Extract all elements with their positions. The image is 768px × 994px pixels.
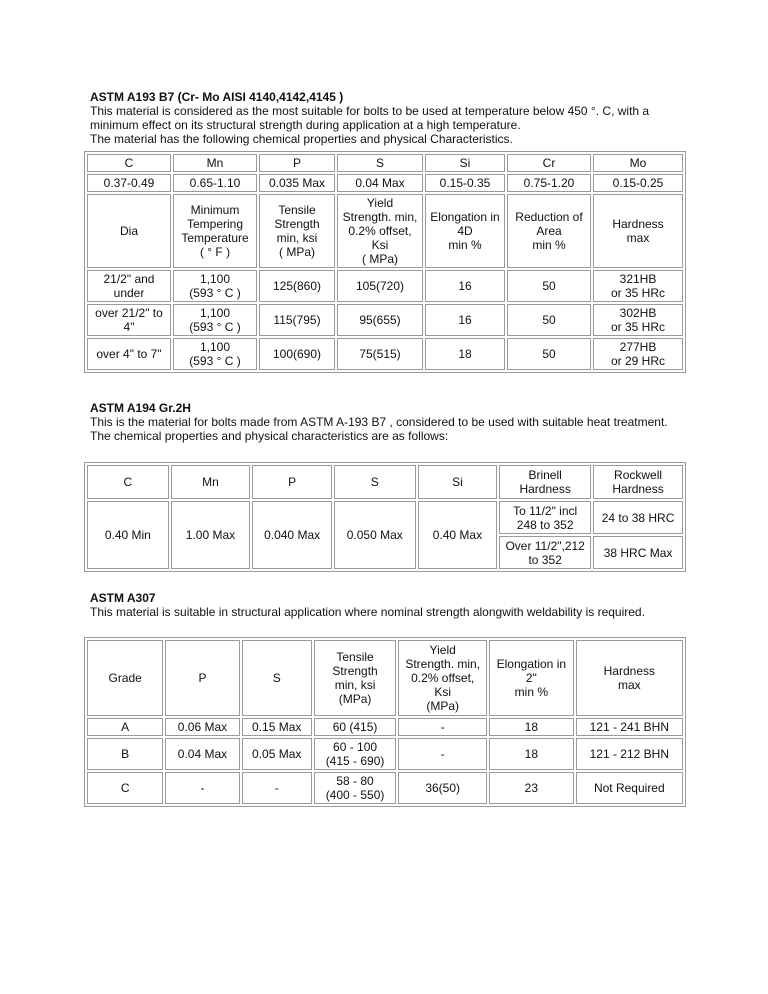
a193-phys-header: Tensile Strength min, ksi ( MPa) (259, 194, 335, 268)
a194-header: Rockwell Hardness (593, 465, 683, 499)
a307-header: P (165, 640, 239, 716)
a193-chem-value: 0.65-1.10 (173, 174, 257, 192)
a307-cell: - (398, 738, 487, 770)
a193-cell: 95(655) (337, 304, 423, 336)
a193-intro-2: The material has the following chemical properties and physical Characteristics. (90, 132, 513, 146)
a193-chem-header: Mo (593, 154, 683, 172)
a194-section (90, 401, 686, 443)
a193-chem-value: 0.37-0.49 (87, 174, 171, 192)
a193-cell: over 4" to 7" (87, 338, 171, 370)
a307-cell: 0.04 Max (165, 738, 239, 770)
a193-chem-header: C (87, 154, 171, 172)
a193-phys-header: Minimum Tempering Temperature ( ° F ) (173, 194, 257, 268)
a307-cell: Not Required (576, 772, 683, 804)
a193-phys-header-row (87, 194, 683, 268)
a193-cell: 21/2" and under (87, 270, 171, 302)
a193-cell: 125(860) (259, 270, 335, 302)
a193-cell: 277HB or 29 HRc (593, 338, 683, 370)
a193-phys-header: Yield Strength. min, 0.2% offset, Ksi ( MPa) (337, 194, 423, 268)
a307-header: Hardness max (576, 640, 683, 716)
a194-cell: 38 HRC Max (593, 536, 683, 569)
a307-header-row (87, 640, 683, 716)
a193-table (84, 151, 686, 373)
a194-cell: 0.40 Max (418, 501, 498, 569)
a193-chem-value: 0.035 Max (259, 174, 335, 192)
a307-cell: 0.15 Max (242, 718, 312, 736)
a194-cell: 24 to 38 HRC (593, 501, 683, 534)
a194-cell: To 11/2" incl 248 to 352 (499, 501, 591, 534)
a193-chem-header: S (337, 154, 423, 172)
a307-intro: This material is suitable in structural application where nominal strength alongwith weldability is required. (90, 605, 645, 619)
a194-cell: 0.40 Min (87, 501, 169, 569)
a194-header: S (334, 465, 416, 499)
a194-title: ASTM A194 Gr.2H (90, 401, 191, 415)
a307-cell: 60 (415) (314, 718, 397, 736)
a193-cell: 321HB or 35 HRc (593, 270, 683, 302)
a193-cell: over 21/2" to 4" (87, 304, 171, 336)
a193-phys-header: Reduction of Area min % (507, 194, 591, 268)
a193-chem-value: 0.15-0.35 (425, 174, 505, 192)
a193-cell: 75(515) (337, 338, 423, 370)
a193-section (90, 90, 686, 146)
a307-header: Tensile Strength min, ksi (MPa) (314, 640, 397, 716)
a193-cell: 1,100 (593 ° C ) (173, 338, 257, 370)
table-row (87, 304, 683, 336)
a193-chem-value-row (87, 174, 683, 192)
a307-cell: A (87, 718, 163, 736)
a194-header: P (252, 465, 332, 499)
a193-chem-value: 0.15-0.25 (593, 174, 683, 192)
a193-cell: 105(720) (337, 270, 423, 302)
a193-cell: 50 (507, 270, 591, 302)
a307-cell: - (398, 718, 487, 736)
a193-cell: 115(795) (259, 304, 335, 336)
a193-intro: This material is considered as the most suitable for bolts to be used at temperature below 450 °. C, with a minimum effect on its structural strength during application at a high temperature. (90, 104, 650, 132)
a307-cell: 36(50) (398, 772, 487, 804)
a194-cell: Over 11/2",212 to 352 (499, 536, 591, 569)
a193-chem-header: Si (425, 154, 505, 172)
a307-cell: 121 - 212 BHN (576, 738, 683, 770)
a193-cell: 50 (507, 304, 591, 336)
a307-section (90, 591, 686, 619)
a193-chem-header: P (259, 154, 335, 172)
a194-header: Brinell Hardness (499, 465, 591, 499)
table-row (87, 772, 683, 804)
a193-chem-header-row (87, 154, 683, 172)
a193-cell: 1,100 (593 ° C ) (173, 270, 257, 302)
a307-header: Grade (87, 640, 163, 716)
a193-cell: 16 (425, 270, 505, 302)
a193-chem-value: 0.75-1.20 (507, 174, 591, 192)
a307-cell: 0.06 Max (165, 718, 239, 736)
a194-header-row (87, 465, 683, 499)
a307-cell: 60 - 100 (415 - 690) (314, 738, 397, 770)
a307-cell: B (87, 738, 163, 770)
a193-phys-header: Hardness max (593, 194, 683, 268)
a194-header: C (87, 465, 169, 499)
a307-table (84, 637, 686, 807)
a193-chem-value: 0.04 Max (337, 174, 423, 192)
a307-header: Yield Strength. min, 0.2% offset, Ksi (MPa) (398, 640, 487, 716)
a194-cell: 0.040 Max (252, 501, 332, 569)
a307-cell: 18 (489, 738, 574, 770)
table-row (87, 738, 683, 770)
a307-cell: 18 (489, 718, 574, 736)
a307-cell: - (165, 772, 239, 804)
a194-cell: 0.050 Max (334, 501, 416, 569)
a307-title: ASTM A307 (90, 591, 156, 605)
a193-title: ASTM A193 B7 (Cr- Mo AISI 4140,4142,4145 ) (90, 90, 344, 104)
a307-cell: 58 - 80 (400 - 550) (314, 772, 397, 804)
a307-cell: C (87, 772, 163, 804)
a307-cell: - (242, 772, 312, 804)
a193-chem-header: Mn (173, 154, 257, 172)
a307-cell: 0.05 Max (242, 738, 312, 770)
a193-cell: 1,100 (593 ° C ) (173, 304, 257, 336)
a193-cell: 50 (507, 338, 591, 370)
table-row (87, 338, 683, 370)
table-row (87, 501, 683, 534)
a194-cell: 1.00 Max (171, 501, 251, 569)
a193-cell: 100(690) (259, 338, 335, 370)
a194-header: Si (418, 465, 498, 499)
a194-table (84, 462, 686, 572)
a193-cell: 18 (425, 338, 505, 370)
a307-header: Elongation in 2" min % (489, 640, 574, 716)
a307-cell: 121 - 241 BHN (576, 718, 683, 736)
a193-phys-header: Elongation in 4D min % (425, 194, 505, 268)
a193-cell: 16 (425, 304, 505, 336)
a193-cell: 302HB or 35 HRc (593, 304, 683, 336)
a307-cell: 23 (489, 772, 574, 804)
table-row (87, 718, 683, 736)
a193-chem-header: Cr (507, 154, 591, 172)
a307-header: S (242, 640, 312, 716)
a193-phys-header: Dia (87, 194, 171, 268)
a194-header: Mn (171, 465, 251, 499)
table-row (87, 270, 683, 302)
a194-intro: This is the material for bolts made from ASTM A-193 B7 , considered to be used with suitable heat treatment. The chemical properties and physical characteristics are as follows: (90, 415, 668, 443)
